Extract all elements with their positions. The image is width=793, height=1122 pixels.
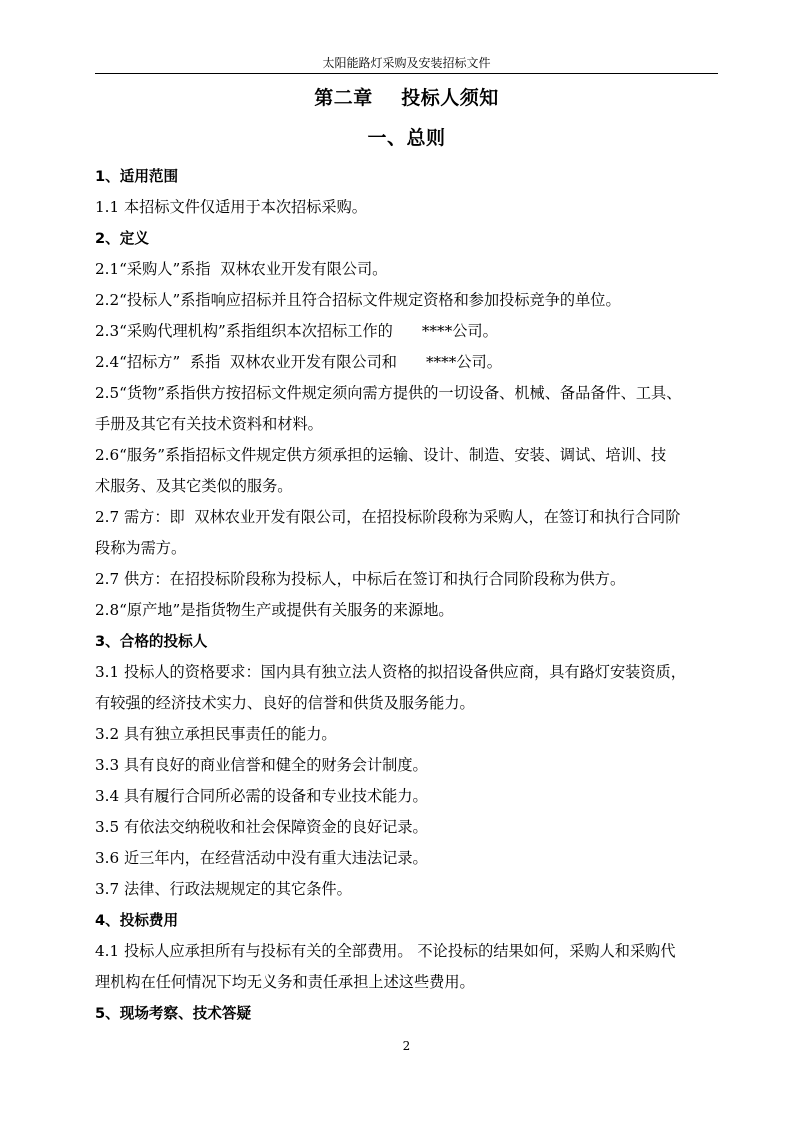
document-body [95,161,715,1029]
clause-3-1-line2: 有较强的经济技术实力、良好的信誉和供货及服务能力。 [95,694,475,712]
clause-2-2: 2.2“投标人”系指响应招标并且符合招标文件规定资格和参加投标竞争的单位。 [95,291,621,309]
clause-3-7: 3.7 法律、行政法规规定的其它条件。 [95,880,352,898]
clause-3-6: 3.6 近三年内，在经营活动中没有重大违法记录。 [95,849,428,867]
heading-qualified-bidder: 3、合格的投标人 [95,633,208,650]
clause-2-3: 2.3“采购代理机构”系指组织本次招标工作的 ****公司。 [95,322,498,340]
clause-2-5-line2: 手册及其它有关技术资料和材料。 [95,415,323,433]
page-number: 2 [402,1039,411,1053]
clause-3-3: 3.3 具有良好的商业信誉和健全的财务会计制度。 [95,756,428,774]
clause-3-1-line1: 3.1 投标人的资格要求：国内具有独立法人资格的拟招设备供应商，具有路灯安装资质， [95,663,686,681]
clause-3-5: 3.5 有依法交纳税收和社会保障资金的良好记录。 [95,818,428,836]
clause-1-1: 1.1 本招标文件仅适用于本次招标采购。 [95,198,367,216]
clause-2-6-line1: 2.6“服务”系指招标文件规定供方须承担的运输、设计、制造、安装、调试、培训、技 [95,446,667,464]
clause-4-1-line1: 4.1 投标人应承担所有与投标有关的全部费用。 不论投标的结果如何，采购人和采购代 [95,942,676,960]
clause-3-2: 3.2 具有独立承担民事责任的能力。 [95,725,337,743]
running-header: 太阳能路灯采购及安装招标文件 [322,56,491,70]
heading-scope: 1、适用范围 [95,168,179,185]
clause-2-5-line1: 2.5“货物”系指供方按招标文件规定须向需方提供的一切设备、机械、备品备件、工具、 [95,384,682,402]
clause-2-1: 2.1“采购人”系指 双林农业开发有限公司。 [95,260,388,278]
heading-bid-costs: 4、投标费用 [95,912,179,929]
heading-definitions: 2、定义 [95,230,149,247]
heading-site-visit: 5、现场考察、技术答疑 [95,1005,252,1022]
clause-4-1-line2: 理机构在任何情况下均无义务和责任承担上述这些费用。 [95,973,475,991]
clause-2-7-supplier: 2.7 供方：在招投标阶段称为投标人，中标后在签订和执行合同阶段称为供方。 [95,570,626,588]
header-rule [95,73,718,74]
clause-3-4: 3.4 具有履行合同所必需的设备和专业技术能力。 [95,787,428,805]
clause-2-8: 2.8“原产地”是指货物生产或提供有关服务的来源地。 [95,601,454,619]
clause-2-6-line2: 术服务、及其它类似的服务。 [95,477,293,495]
section-title: 一、总则 [367,127,446,149]
clause-2-7-buyer-line2: 段称为需方。 [95,539,187,557]
clause-2-7-buyer-line1: 2.7 需方：即 双林农业开发有限公司，在招投标阶段称为采购人，在签订和执行合同阶 [95,508,681,526]
chapter-title: 第二章 投标人须知 [314,87,499,109]
clause-2-4: 2.4“招标方” 系指 双林农业开发有限公司和 ****公司。 [95,353,502,371]
